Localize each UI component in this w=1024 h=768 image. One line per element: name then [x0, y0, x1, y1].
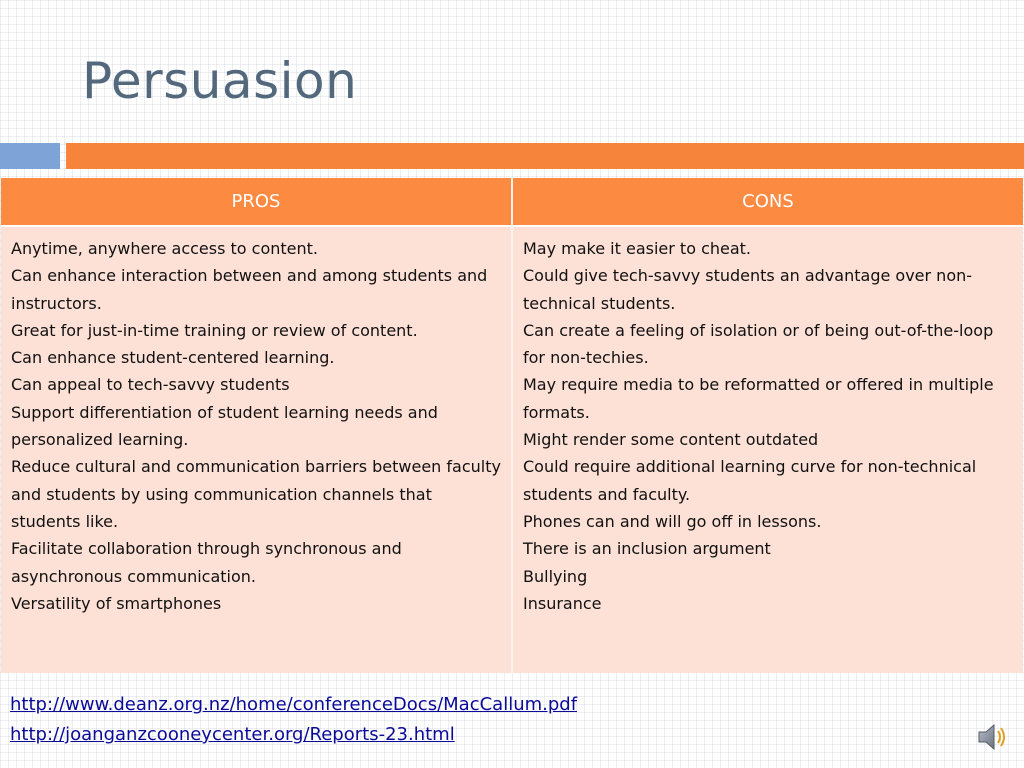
slide-title: Persuasion — [82, 52, 358, 110]
cons-item: Insurance — [523, 593, 602, 613]
pros-item: Great for just-in-time training or review of content. — [11, 320, 418, 340]
speaker-icon[interactable] — [976, 720, 1010, 754]
pros-item: Can enhance student-centered learning. — [11, 348, 335, 368]
pros-item: Anytime, anywhere access to content. — [11, 239, 319, 258]
cons-item: May require media to be reformatted or offered in multiple formats. — [523, 375, 994, 422]
cons-cell — [512, 226, 1023, 673]
pros-item: Facilitate collaboration through synchronous and asynchronous communication. — [11, 539, 402, 586]
reference-links — [10, 690, 577, 750]
cons-item: Could give tech-savvy students an advantage over non-technical students. — [523, 266, 973, 313]
pros-item: Versatility of smartphones — [11, 593, 222, 613]
reference-link-joanganz[interactable]: http://joanganzcooneycenter.org/Reports-23.html — [10, 724, 455, 745]
cons-item: There is an inclusion argument — [523, 539, 771, 559]
reference-link-deanz[interactable]: http://www.deanz.org.nz/home/conferenceDocs/MacCallum.pdf — [10, 694, 578, 715]
speaker-icon-graphic — [976, 720, 1010, 754]
cons-item: Bullying — [523, 566, 588, 586]
pros-cons-table — [1, 178, 1023, 673]
pros-header: PROS — [1, 178, 512, 226]
cons-item: Could require additional learning curve for non-technical students and faculty. — [523, 457, 977, 504]
pros-item: Can enhance interaction between and among students and instructors. — [11, 266, 488, 313]
cons-header: CONS — [512, 178, 1023, 226]
cons-item: Might render some content outdated — [523, 430, 819, 450]
cons-item: Phones can and will go off in lessons. — [523, 511, 822, 531]
pros-item: Can appeal to tech-savvy students — [11, 375, 290, 395]
pros-item: Support differentiation of student learning needs and personalized learning. — [11, 402, 438, 450]
accent-bar-blue — [0, 143, 60, 169]
pros-cell — [1, 226, 512, 673]
accent-bar-orange — [66, 143, 1024, 169]
cons-item: May make it easier to cheat. — [523, 239, 752, 258]
cons-item: Can create a feeling of isolation or of being out-of-the-loop for non-techies. — [523, 320, 994, 368]
pros-item: Reduce cultural and communication barriers between faculty and students by using communication channels that students like. — [11, 457, 501, 531]
